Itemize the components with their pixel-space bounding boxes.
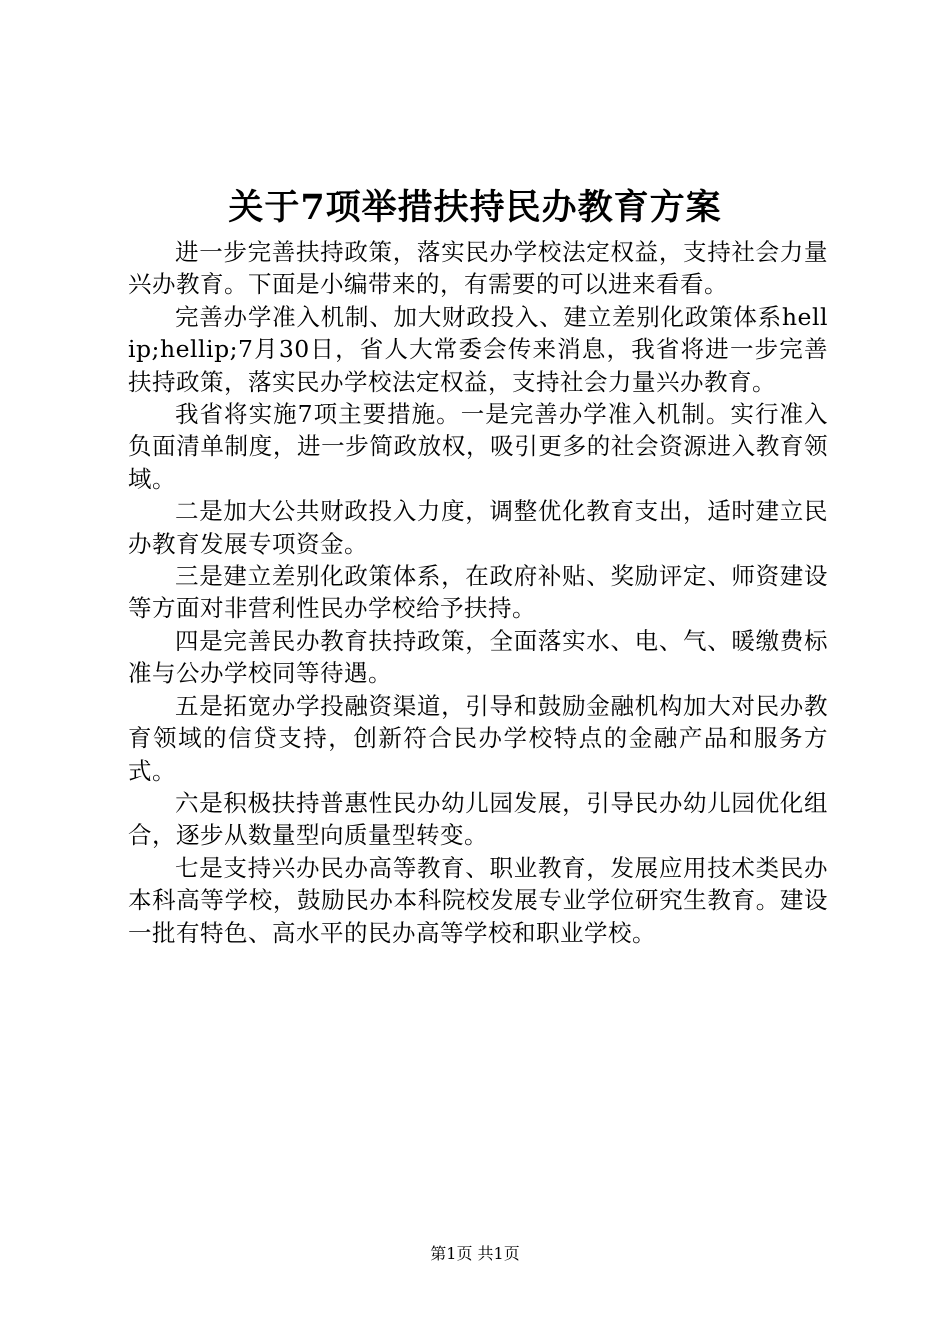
paragraph-intro: 进一步完善扶持政策，落实民办学校法定权益，支持社会力量兴办教育。下面是小编带来的，有需要的可以进来看看。 bbox=[128, 238, 828, 299]
document-body bbox=[128, 236, 828, 949]
paragraph-measure-2: 二是加大公共财政投入力度，调整优化教育支出，适时建立民办教育发展专项资金。 bbox=[128, 497, 828, 558]
page-footer: 第1页 共1页 bbox=[430, 1244, 520, 1263]
paragraph-measure-1: 我省将实施7项主要措施。一是完善办学准入机制。实行准入负面清单制度，进一步简政放权，吸引更多的社会资源进入教育领域。 bbox=[128, 400, 828, 493]
paragraph-measure-7: 七是支持兴办民办高等教育、职业教育，发展应用技术类民办本科高等学校，鼓励民办本科院校发展专业学位研究生教育。建设一批有特色、高水平的民办高等学校和职业学校。 bbox=[128, 853, 828, 947]
paragraph-news: 完善办学准入机制、加大财政投入、建立差别化政策体系hellip;hellip;7月30日，省人大常委会传来消息，我省将进一步完善扶持政策，落实民办学校法定权益，支持社会力量兴办教育。 bbox=[128, 302, 828, 396]
paragraph-measure-3: 三是建立差别化政策体系，在政府补贴、奖励评定、师资建设等方面对非营利性民办学校给予扶持。 bbox=[128, 562, 828, 623]
paragraph-measure-6: 六是积极扶持普惠性民办幼儿园发展，引导民办幼儿园优化组合，逐步从数量型向质量型转变。 bbox=[128, 788, 828, 850]
paragraph-measure-5: 五是拓宽办学投融资渠道，引导和鼓励金融机构加大对民办教育领域的信贷支持，创新符合民办学校特点的金融产品和服务方式。 bbox=[128, 691, 828, 785]
paragraph-measure-4: 四是完善民办教育扶持政策，全面落实水、电、气、暖缴费标准与公办学校同等待遇。 bbox=[128, 626, 828, 688]
document-title: 关于7项举措扶持民办教育方案 bbox=[228, 187, 722, 228]
